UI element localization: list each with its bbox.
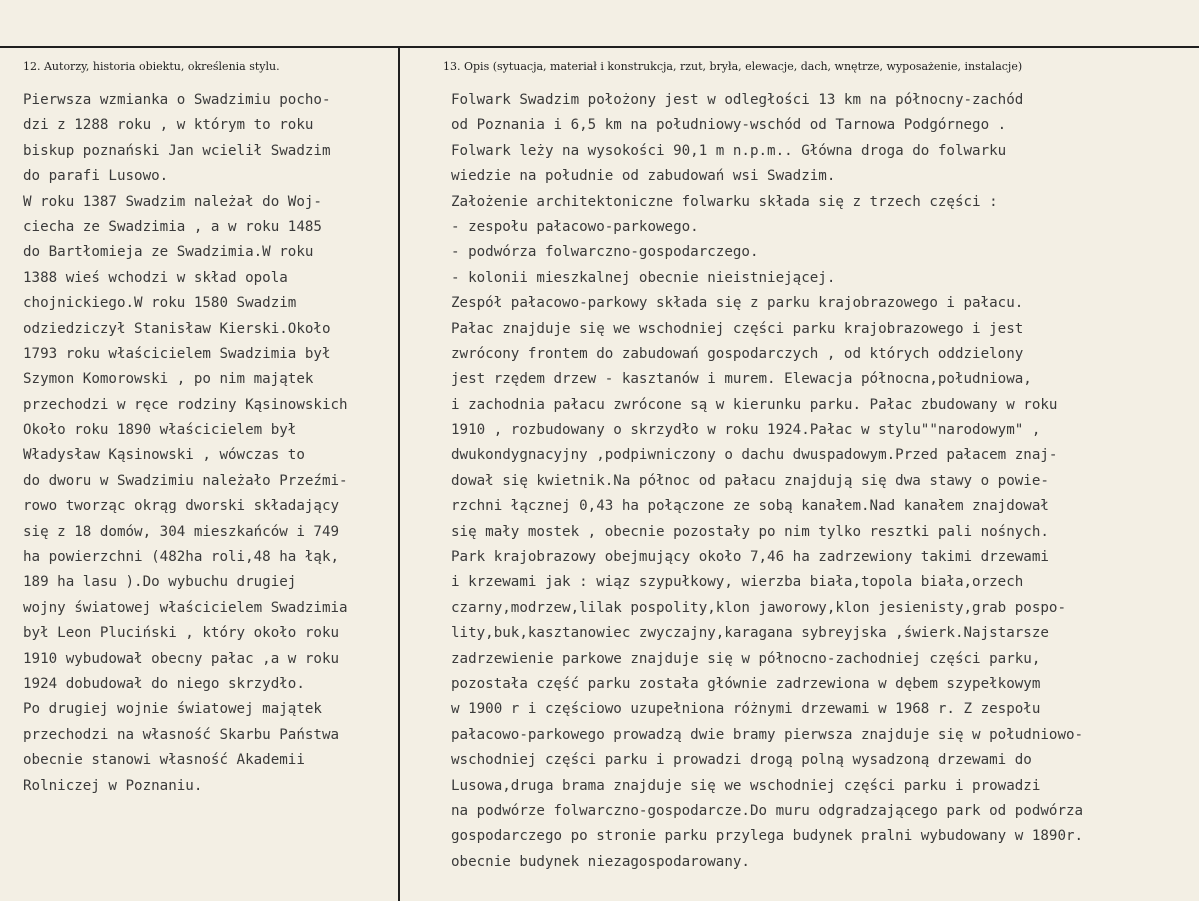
description-text-line: - podwórza folwarczno-gospodarczego.	[451, 244, 759, 261]
section-12-heading: 12. Autorzy, historia obiektu, określenia stylu.	[23, 60, 280, 73]
description-text-line: gospodarczego po stronie parku przylega budynek pralni wybudowany w 1890r.	[451, 828, 1084, 845]
description-text-line: zwrócony frontem do zabudowań gospodarczych , od których oddzielony	[451, 345, 1024, 362]
description-text-line: w 1900 r i częściowo uzupełniona różnymi drzewami w 1968 r. Z zespołu	[451, 701, 1041, 718]
history-text-line: Władysław Kąsinowski , wówczas to	[23, 447, 305, 464]
description-text-column	[451, 88, 1199, 875]
history-text-line: odziedziczył Stanisław Kierski.Około	[23, 320, 331, 337]
history-text-line: Po drugiej wojnie światowej majątek	[23, 701, 322, 718]
history-text-line: 1910 wybudował obecny pałac ,a w roku	[23, 650, 340, 667]
history-text-line: do parafi Lusowo.	[23, 168, 169, 185]
history-text-line: do dworu w Swadzimiu należało Przeźmi-	[23, 472, 348, 489]
description-text-line: - kolonii mieszkalnej obecnie nieistniejącej.	[451, 269, 836, 286]
description-text-line: jest rzędem drzew - kasztanów i murem. Elewacja północna,południowa,	[451, 371, 1032, 388]
description-text-line: wiedzie na południe od zabudowań wsi Swadzim.	[451, 168, 836, 185]
description-text-line: Pałac znajduje się we wschodniej części parku krajobrazowego i jest	[451, 320, 1024, 337]
description-text-line: zadrzewienie parkowe znajduje się w północno-zachodniej części parku,	[451, 650, 1041, 667]
top-rule	[0, 46, 1199, 48]
history-text-line: 1793 roku właścicielem Swadzimia był	[23, 345, 331, 362]
history-text-line: Szymon Komorowski , po nim majątek	[23, 371, 314, 388]
history-text-line: Rolniczej w Poznaniu.	[23, 777, 203, 794]
description-text-line: i zachodnia pałacu zwrócone są w kierunku parku. Pałac zbudowany w roku	[451, 396, 1058, 413]
description-text-line: dwukondygnacyjny ,podpiwniczony o dachu dwuspadowym.Przed pałacem znaj-	[451, 447, 1058, 464]
history-text-line: był Leon Pluciński , który około roku	[23, 625, 340, 642]
description-text-line: Folwark leży na wysokości 90,1 m n.p.m.. Główna droga do folwarku	[451, 142, 1007, 159]
history-text-line: 189 ha lasu ).Do wybuchu drugiej	[23, 574, 297, 591]
history-text-line: Pierwsza wzmianka o Swadzimiu pocho-	[23, 92, 331, 108]
history-text-line: biskup poznański Jan wcielił Swadzim	[23, 142, 331, 159]
history-text-line: 1924 dobudował do niego skrzydło.	[23, 675, 305, 692]
history-text-line: Około roku 1890 właścicielem był	[23, 422, 297, 439]
description-text-line: wschodniej części parku i prowadzi drogą polną wysadzoną drzewami do	[451, 752, 1032, 769]
history-text-line: ha powierzchni (482ha roli,48 ha łąk,	[23, 549, 340, 566]
description-text-line: 1910 , rozbudowany o skrzydło w roku 1924.Pałac w stylu""narodowym" ,	[451, 422, 1041, 439]
history-text-line: do Bartłomieja ze Swadzimia.W roku	[23, 244, 314, 261]
description-text-line: - zespołu pałacowo-parkowego.	[451, 218, 699, 235]
history-text-line: rowo tworząc okrąg dworski składający	[23, 498, 340, 515]
description-text-line: się mały mostek , obecnie pozostały po nim tylko resztki pali nośnych.	[451, 523, 1049, 540]
description-text-line: lity,buk,kasztanowiec zwyczajny,karagana sybreyjska ,świerk.Najstarsze	[451, 625, 1049, 642]
description-text-line: czarny,modrzew,lilak pospolity,klon jaworowy,klon jesienisty,grab pospo-	[451, 599, 1066, 616]
history-text-column	[23, 88, 393, 799]
description-text-line: na podwórze folwarczno-gospodarcze.Do muru odgradzającego park od podwórza	[451, 802, 1084, 819]
description-text-line: obecnie budynek niezagospodarowany.	[451, 853, 750, 870]
description-text-line: dował się kwietnik.Na północ od pałacu znajdują się dwa stawy o powie-	[451, 472, 1049, 489]
history-text-line: chojnickiego.W roku 1580 Swadzim	[23, 295, 297, 312]
history-text-line: 1388 wieś wchodzi w skład opola	[23, 269, 288, 286]
history-text-line: ciecha ze Swadzimia , a w roku 1485	[23, 218, 322, 235]
description-text-line: rzchni łącznej 0,43 ha połączone ze sobą kanałem.Nad kanałem znajdował	[451, 498, 1049, 515]
description-text-line: Park krajobrazowy obejmujący około 7,46 ha zadrzewiony takimi drzewami	[451, 549, 1049, 566]
description-text-line: Folwark Swadzim położony jest w odległości 13 km na północny-zachód	[451, 92, 1024, 108]
history-text-line: przechodzi na własność Skarbu Państwa	[23, 726, 340, 743]
description-text-line: od Poznania i 6,5 km na południowy-wschód od Tarnowa Podgórnego .	[451, 117, 1007, 134]
description-text-line: i krzewami jak : wiąz szypułkowy, wierzba biała,topola biała,orzech	[451, 574, 1024, 591]
description-text-line: Lusowa,druga brama znajduje się we wschodniej części parku i prowadzi	[451, 777, 1041, 794]
description-text-line: Zespół pałacowo-parkowy składa się z parku krajobrazowego i pałacu.	[451, 295, 1024, 312]
section-13-heading: 13. Opis (sytuacja, materiał i konstrukcja, rzut, bryła, elewacje, dach, wnętrze, wyposażenie, instalacje)	[443, 60, 1023, 73]
description-text-line: pozostała część parku została głównie zadrzewiona w dębem szypełkowym	[451, 675, 1041, 692]
description-text-line: pałacowo-parkowego prowadzą dwie bramy pierwsza znajduje się w południowo-	[451, 726, 1084, 743]
history-text-line: W roku 1387 Swadzim należał do Woj-	[23, 193, 322, 210]
description-text-line: Założenie architektoniczne folwarku składa się z trzech części :	[451, 193, 998, 210]
history-text-line: wojny światowej właścicielem Swadzimia	[23, 599, 348, 616]
history-text-line: przechodzi w ręce rodziny Kąsinowskich	[23, 396, 348, 413]
history-text-line: obecnie stanowi własność Akademii	[23, 752, 305, 769]
history-text-line: się z 18 domów, 304 mieszkańców i 749	[23, 523, 340, 540]
history-text-line: dzi z 1288 roku , w którym to roku	[23, 117, 314, 134]
column-divider	[398, 46, 400, 901]
